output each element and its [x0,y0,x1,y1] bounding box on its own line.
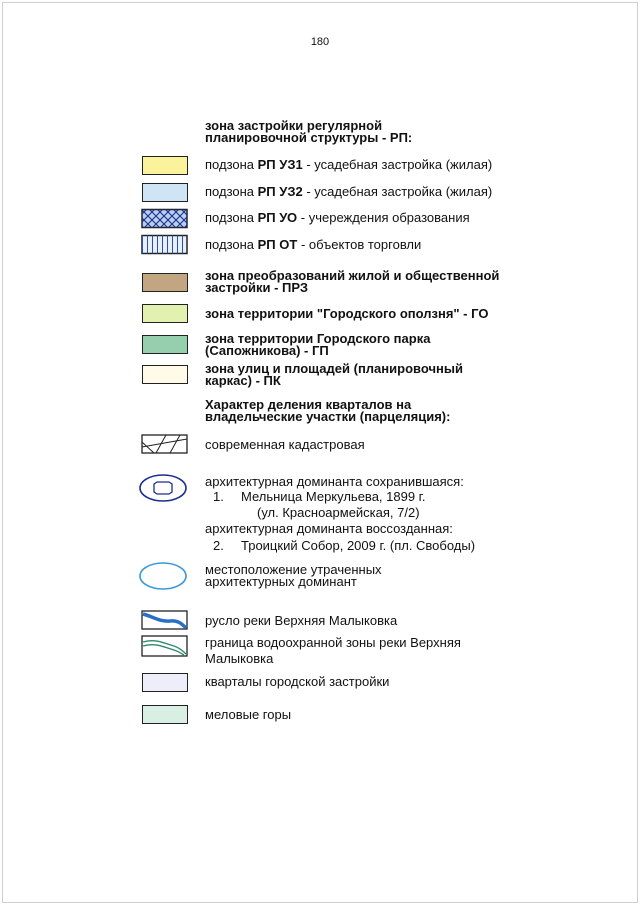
cadastral-lines-icon [140,433,190,457]
swatch-gp [142,335,188,354]
swatch-go [142,304,188,323]
legend-rp-uz1: подзона РП УЗ1 - усадебная застройка (жилая) [205,157,493,172]
swatch-city-blocks [142,673,188,692]
parcel-heading-line2: владельческие участки (парцеляция): [205,409,451,424]
dominant-item2-text: Троицкий Собор, 2009 г. (пл. Свободы) [241,538,476,553]
lost-line2: архитектурных доминант [205,574,357,589]
zone-pk-line2: каркас) - ПК [205,373,281,388]
zone-gp-line1: зона территории Городского парка [205,331,431,346]
rp-heading-line2: планировочной структуры - РП: [205,130,413,145]
swatch-rp-uz2 [142,183,188,202]
river-label: русло реки Верхняя Малыковка [205,613,398,628]
rp-heading-line1: зона застройки регулярной [205,118,383,133]
zone-prz-line2: застройки - ПРЗ [205,280,309,295]
parcel-heading-line1: Характер деления кварталов на [205,397,412,412]
swatch-rp-uz1 [142,156,188,175]
cadastral-label: современная кадастровая [205,437,365,452]
legend-rp-ot: подзона РП ОТ - объектов торговли [205,237,422,252]
dominant-item1-addr: (ул. Красноармейская, 7/2) [257,505,420,520]
swatch-rp-ot-vertical-lines [140,234,190,256]
dominant-restored-title: архитектурная доминанта воссозданная: [205,521,453,536]
page-number: 180 [310,36,330,48]
legend-rp-uo: подзона РП УО - учереждения образования [205,210,470,225]
water-zone-line2: Малыковка [205,651,274,666]
dominant-item2-num: 2. [213,538,224,553]
lost-dominant-icon [138,560,190,592]
zone-prz-line1: зона преобразований жилой и общественной [205,268,500,283]
dominant-item1-num: 1. [213,489,224,504]
dominant-item1-text: Мельница Меркульева, 1899 г. [241,489,426,504]
zone-gp-line2: (Сапожникова) - ГП [205,343,329,358]
lost-line1: местоположение утраченных [205,562,382,577]
blocks-label: кварталы городской застройки [205,674,390,689]
zone-go: зона территории "Городского оползня" - ГО [205,306,489,321]
swatch-pk [142,365,188,384]
water-zone-line1: граница водоохранной зоны реки Верхняя [205,635,461,650]
water-zone-icon [140,634,190,660]
zone-pk-line1: зона улиц и площадей (планировочный [205,361,463,376]
dominant-preserved-title: архитектурная доминанта сохранившаяся: [205,474,464,489]
swatch-prz [142,273,188,292]
legend-rp-uz2: подзона РП УЗ2 - усадебная застройка (жилая) [205,184,493,199]
swatch-chalk-hills [142,705,188,724]
dominant-preserved-icon [138,472,190,506]
swatch-rp-uo-crosshatch [140,208,190,230]
river-icon [140,609,190,633]
chalk-label: меловые горы [205,707,292,722]
